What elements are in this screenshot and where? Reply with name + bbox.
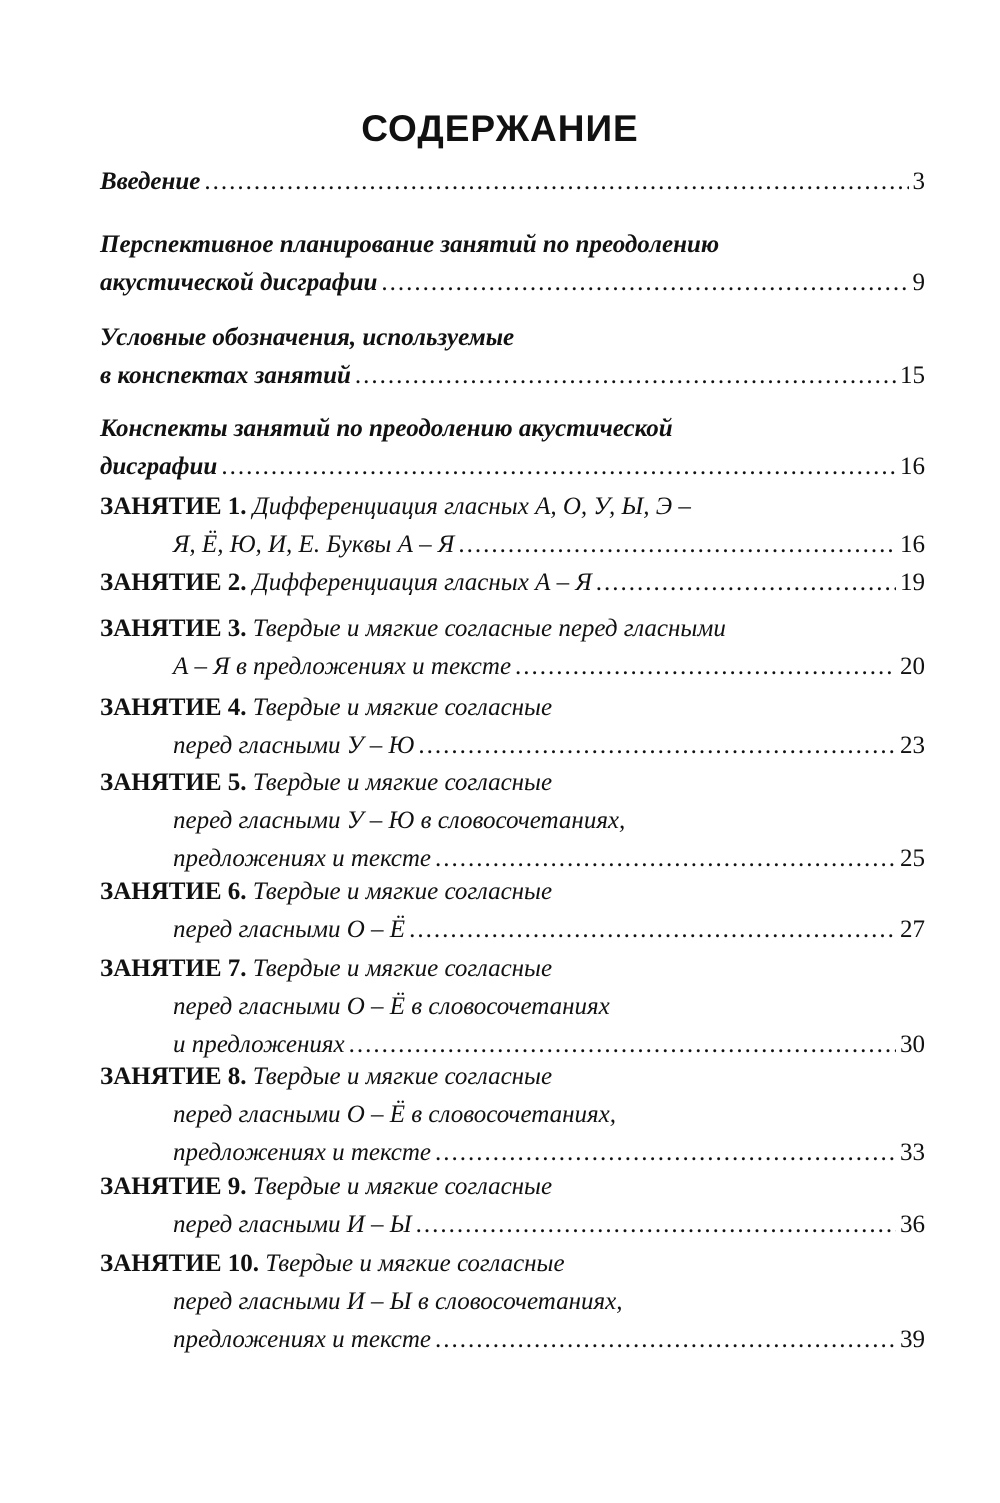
dot-leader	[416, 1206, 896, 1244]
toc-entry-lesson-3	[100, 610, 925, 686]
entry-text: Твердые и мягкие согласные	[252, 694, 553, 721]
entry-text: перед гласными И – Ы	[173, 1211, 412, 1238]
dot-leader	[204, 163, 908, 201]
toc-entry-legend	[100, 319, 925, 395]
lesson-label: ЗАНЯТИЕ 3.	[100, 615, 247, 642]
entry-text: предложениях и тексте	[173, 845, 431, 872]
entry-text: Твердые и мягкие согласные	[252, 878, 553, 905]
entry-text: перед гласными У – Ю	[173, 732, 415, 759]
toc-entry-lesson-5	[100, 764, 925, 878]
page-number: 25	[900, 845, 925, 872]
page-number: 20	[900, 653, 925, 680]
entry-text: предложениях и тексте	[173, 1326, 431, 1353]
entry-text: перед гласными И – Ы в словосочетаниях,	[173, 1288, 623, 1315]
toc-entry-planning	[100, 226, 925, 302]
toc-entry-lesson-4	[100, 689, 925, 765]
page-number: 16	[900, 453, 925, 480]
entry-text: Введение	[100, 168, 201, 195]
entry-text: и предложениях	[173, 1031, 345, 1058]
toc-entry-lesson-2	[100, 564, 925, 602]
entry-text: Твердые и мягкие согласные	[265, 1250, 565, 1277]
dot-leader	[458, 526, 896, 564]
toc-entry-introduction	[100, 163, 925, 201]
lesson-label: ЗАНЯТИЕ 1.	[100, 493, 247, 520]
entry-text: А – Я в предложениях и тексте	[173, 653, 512, 680]
entry-text: Перспективное планирование занятий по преодолению	[100, 231, 720, 258]
page-number: 3	[912, 168, 925, 195]
entry-text: Твердые и мягкие согласные перед гласными	[252, 615, 726, 642]
entry-text: перед гласными О – Ё в словосочетаниях	[173, 993, 610, 1020]
dot-leader	[435, 1134, 896, 1172]
dot-leader	[221, 448, 896, 486]
entry-text: Дифференциация гласных А – Я	[252, 569, 592, 596]
lesson-label: ЗАНЯТИЕ 2.	[100, 569, 247, 596]
dot-leader	[381, 264, 908, 302]
dot-leader	[355, 357, 896, 395]
page-title: СОДЕРЖАНИЕ	[361, 108, 639, 149]
dot-leader	[435, 1321, 896, 1359]
lesson-label: ЗАНЯТИЕ 6.	[100, 878, 247, 905]
toc-entry-lesson-10	[100, 1245, 925, 1359]
toc-entry-lesson-1	[100, 488, 925, 564]
toc-entry-lesson-7	[100, 950, 925, 1064]
toc-entry-lesson-8	[100, 1058, 925, 1172]
page-number: 36	[900, 1211, 925, 1238]
page-number: 27	[900, 916, 925, 943]
entry-text: Конспекты занятий по преодолению акустической	[100, 415, 673, 442]
entry-text: дисграфии	[100, 453, 218, 480]
entry-text: Условные обозначения, используемые	[100, 324, 515, 351]
page-number: 19	[900, 569, 925, 596]
entry-text: Я, Ё, Ю, И, Е. Буквы А – Я	[173, 531, 455, 558]
entry-text: перед гласными У – Ю в словосочетаниях,	[173, 807, 626, 834]
page-number: 15	[900, 362, 925, 389]
entry-text: перед гласными О – Ё	[173, 916, 406, 943]
dot-leader	[515, 648, 896, 686]
entry-text: акустической дисграфии	[100, 269, 378, 296]
lesson-label: ЗАНЯТИЕ 5.	[100, 769, 247, 796]
dot-leader	[596, 564, 896, 602]
entry-text: Твердые и мягкие согласные	[252, 955, 553, 982]
entry-text: Твердые и мягкие согласные	[252, 1173, 553, 1200]
entry-text: перед гласными О – Ё в словосочетаниях,	[173, 1101, 616, 1128]
toc-entry-lesson-9	[100, 1168, 925, 1244]
entry-text: Дифференциация гласных А, О, У, Ы, Э –	[252, 493, 691, 520]
entry-text: Твердые и мягкие согласные	[252, 1063, 553, 1090]
page-number: 16	[900, 531, 925, 558]
lesson-label: ЗАНЯТИЕ 7.	[100, 955, 247, 982]
toc-entry-lesson-6	[100, 873, 925, 949]
page-number: 23	[900, 732, 925, 759]
dot-leader	[409, 911, 896, 949]
lesson-label: ЗАНЯТИЕ 4.	[100, 694, 247, 721]
toc-entry-lesson-notes	[100, 410, 925, 486]
entry-text: предложениях и тексте	[173, 1139, 431, 1166]
dot-leader	[418, 727, 896, 765]
lesson-label: ЗАНЯТИЕ 10.	[100, 1250, 260, 1277]
page-number: 33	[900, 1139, 925, 1166]
entry-text: в конспектах занятий	[100, 362, 351, 389]
lesson-label: ЗАНЯТИЕ 9.	[100, 1173, 247, 1200]
page-number: 39	[900, 1326, 925, 1353]
lesson-label: ЗАНЯТИЕ 8.	[100, 1063, 247, 1090]
page-number: 30	[900, 1031, 925, 1058]
entry-text: Твердые и мягкие согласные	[252, 769, 553, 796]
page-number: 9	[912, 269, 925, 296]
